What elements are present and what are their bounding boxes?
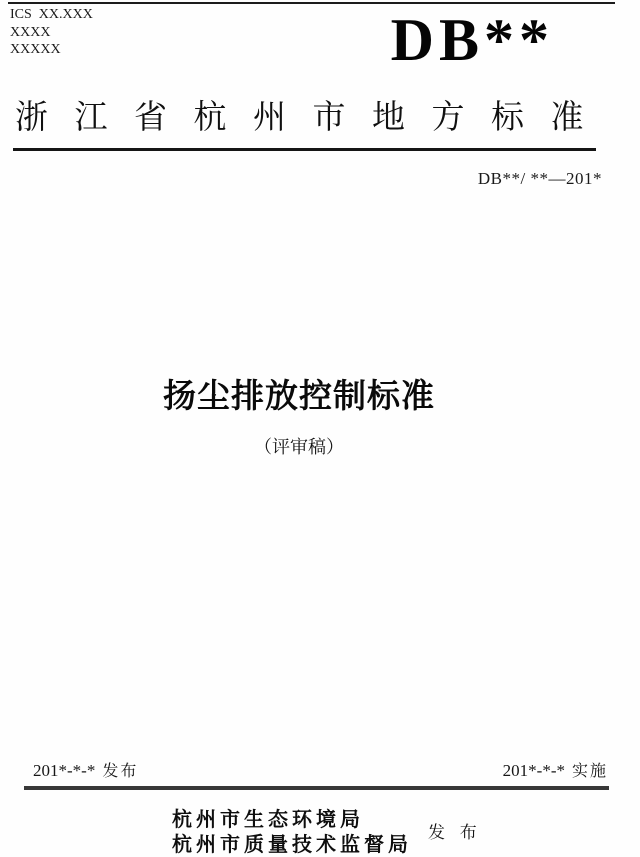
draft-status-note: （评审稿） (254, 437, 344, 457)
db-standard-mark: DB** (390, 7, 554, 73)
issue-date: 201*-*-* (33, 761, 96, 780)
ics-code-2: XXXXX (10, 42, 61, 57)
footer-divider-rule (24, 786, 609, 790)
header-divider-rule (13, 148, 596, 151)
implement-date-group (503, 758, 608, 781)
top-horizontal-rule (8, 2, 615, 4)
ics-number: ICS XX.XXX (10, 7, 93, 22)
document-number: DB**/ **—201* (477, 169, 602, 188)
agency-line-2: 杭州市质量技术监督局 (172, 834, 412, 856)
document-title: 扬尘排放控制标准 (163, 377, 435, 414)
publish-label: 发 布 (428, 823, 482, 842)
issue-date-group (33, 758, 138, 781)
standard-type-heading: 浙江省杭州市地方标准 (15, 98, 610, 135)
ics-classification-block (10, 6, 93, 59)
implement-label: 实施 (571, 763, 608, 780)
implement-date: 201*-*-* (502, 761, 565, 780)
issue-implement-row (33, 758, 608, 778)
agency-line-1: 杭州市生态环境局 (172, 809, 364, 831)
issuing-agencies (172, 808, 412, 857)
ics-code-1: XXXX (10, 24, 51, 40)
issue-label: 发布 (102, 763, 139, 780)
